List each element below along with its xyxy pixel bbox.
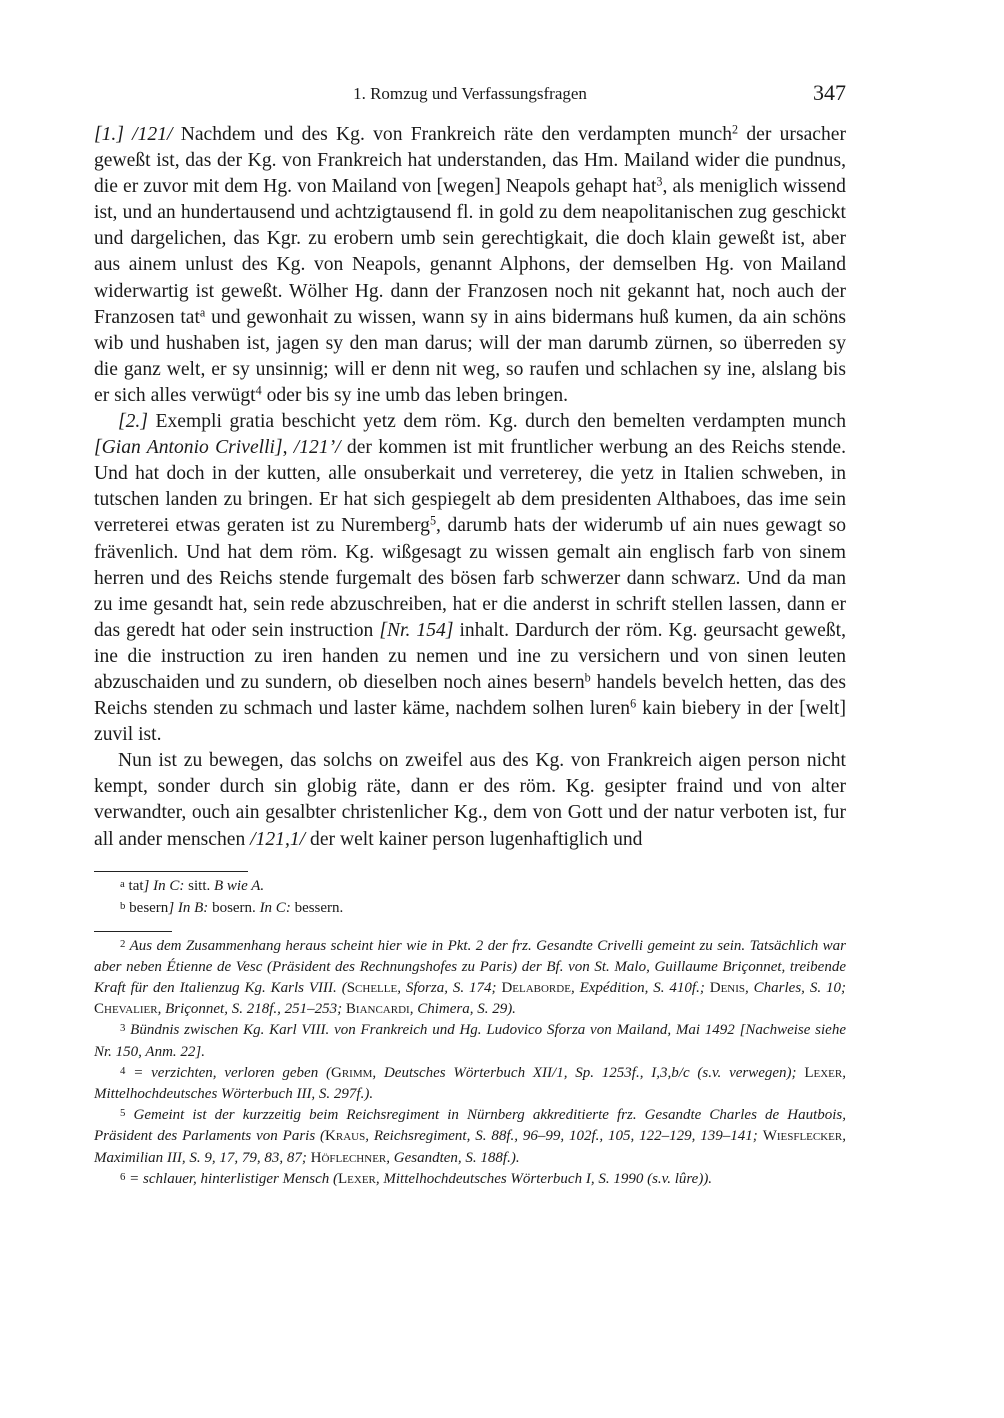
note-mark: a [120,877,125,890]
apparatus-ref: a [199,304,206,319]
text-run: inhalt. Dardurch der röm. Kg. geursacht geweßt, ine die instruction zu iren handen zu nemen und ine zu versichern und von sinen leuten abzuschaiden und zu sundern, ob dieselben noch aines besern [94,619,847,693]
author-name: Lexer [338,1170,376,1187]
footnote-ref: 5 [429,513,437,528]
author-name: Wiesflecker [762,1128,843,1145]
footnote-5: $^5$ Gemeint ist der kurzzeitig beim Reichsregiment in Nürnberg akkreditierte frz. Gesandte Charles de Hautbois, Präsident des Parlaments von Paris (Kraus, Reichsregiment, S. 88f., 96–99, 102f., 105, 122–129, 139–141; Wiesflecker, Maximilian III, S. 9, 17, 79, 83, 87; Höflechner, Gesandten, S. 188f.). [94,1107,846,1166]
footnote-6: $^6$ = schlauer, hinterlistiger Mensch (Lexer, Mittelhochdeutsches Wörterbuch I, S. 1990 (s.v. lûre)). [120,1170,713,1187]
text-run: der ursacher geweßt ist, das der Kg. von Frankreich hat understanden, das Hm. Mailand wider die pundnus, die er zuvor mit dem Hg. von Mailand von [wegen] Neapols gehapt hat [94,124,846,198]
text-run: Exempli gratia beschicht yetz dem röm. Kg. durch den bemelten verdampten munch [147,411,846,433]
footnote-ref: 3 [656,174,663,189]
text-run: handels bevelch hetten, das des Reichs stenden zu schmach und laster käme, nachdem solhen luren [94,671,846,720]
text-run: , [282,437,294,459]
author-name: Höflechner [310,1149,387,1166]
running-head: 1. Romzug und Verfassungsfragen [353,84,587,103]
note-mark: 5 [120,1107,126,1120]
apparatus-note-a: $^a$ tat] In C: sitt. B wie A. [120,877,265,894]
author-name: Lexer [804,1064,843,1081]
author-name: Schelle [346,980,398,997]
text-run: , darumb hats der widerumb uf ain nues gewagt so frävenlich. Und hat dem röm. Kg. wißgesagt zu wissen gemalt ain englisch farb von sinem herren und des Reichs stende furgemalt des bösen farb schwerzer dann schwarz. Und da man zu ime gesandt hat, sein rede abzuschreiben, hat er die anderst in schrift stellen lassen, dann er das geredt hat oder sein instruction [94,515,846,641]
author-name: Biancardi [345,1001,410,1018]
author-name: Kraus [325,1128,366,1145]
footnote-rule [94,931,172,932]
apparatus-rule [94,871,248,872]
folio-marker: /121’/ [293,437,341,459]
paragraph-1 [94,122,846,409]
footnote-ref: 4 [255,383,262,398]
text-run: oder bis sy ine umb das leben bringen. [261,384,569,406]
author-name: Denis [709,980,746,997]
footnotes [94,936,846,1190]
apparatus-note-b: $^b$ besern] In B: bosern. In C: bessern. [120,899,344,916]
text-run: der welt kainer person lugenhaftiglich und [305,828,643,850]
note-mark: 2 [120,937,126,950]
text-run: kain biebery in der [welt] zuvil ist. [94,698,846,746]
footnote-ref: 2 [732,122,739,137]
textual-apparatus [94,875,846,919]
editorial-insert: [Nr. 154] [379,619,454,641]
footnote-2: $^2$ Aus dem Zusammenhang heraus scheint hier wie in Pkt. 2 der frz. Gesandte Crivelli gemeint zu sein. Tatsächlich war aber neben Étienne de Vesc (Präsident des Rechnungshofes zu Paris) der Bf. von St. Malo, Guillaume Briçonnet, treibende Kraft für den Italienzug Kg. Karls VIII. (Schelle, Sforza, S. 174; Delaborde, Expédition, S. 410f.; Denis, Charles, S. 10; Chevalier, Briçonnet, S. 218f., 251–253; Biancardi, Chimera, S. 29). [94,937,846,1018]
footnote-3: $^3$ Bündnis zwischen Kg. Karl VIII. von Frankreich und Hg. Ludovico Sforza von Mailand, Mai 1492 [Nachweise siehe Nr. 150, Anm. 22]. [94,1022,846,1060]
text-run: der kommen ist mit fruntlicher werbung an des Reichs stende. Und hat doch in der kutten, alle onsuberkait und verreterey, die yetz in Italien schweben, in tutschen landen zu bringen. Er hat sich gespiegelt ab dem presidenten Althaboes, das ime sein verreterei etwas geraten ist zu Nuremberg [94,437,846,537]
author-name: Chevalier [94,1001,158,1018]
document-page [94,78,846,1190]
footnote-ref: 6 [630,696,637,711]
note-mark: 3 [120,1022,126,1035]
paragraph-3 [94,748,846,852]
main-text [94,122,846,853]
note-mark: b [120,899,126,912]
page-number: 347 [813,80,846,105]
folio-marker: /121,1/ [250,828,306,850]
section-marker: [1.] /121/ [94,124,173,145]
paragraph-2 [94,409,846,748]
text-run: , als meniglich wissend ist, und an hundertausend und achtzigtausend fl. in gold zu dem neapolitanischen zug geschickt und dargelichen, das Kgr. zu erobern umb sein gerechtigkait, die doch klain geweßt ist, aber aus ainem unlust des Kg. von Neapols, genannt Alphons, der demselben Hg. von Mailand widerwartig ist geweßt. Wölher Hg. dann der Franzosen noch nit gekannt hat, noch auch der Franzosen tat [94,176,846,328]
note-mark: 6 [120,1170,126,1183]
text-run: Nun ist zu bewegen, das solchs on zweifel aus des Kg. von Frankreich aigen person nicht kempt, sonder durch sin globig räte, dann er des röm. Kg. gesipter fraind und von alter verwandter, ouch ain gesalbter christenlicher Kg., dem von Gott und der natur verboten ist, fur all ander menschen [94,750,846,850]
author-name: Delaborde [501,980,571,997]
editorial-insert: [Gian Antonio Crivelli] [94,437,283,459]
note-mark: 4 [120,1064,126,1077]
text-run: und gewonhait zu wissen, wann sy in ains bidermans huß kumen, da ain schöns wib und hushaben ist, jagen sy den man darus; will der man darumb zürnen, so überreden sy die ganz welt, er sy unsinnig; will er denn nit weg, so raufen und schlachen sy ine, alslang bis er sich alles verwügt [94,306,846,406]
footnote-4: $^4$ = verzichten, verloren geben (Grimm, Deutsches Wörterbuch XII/1, Sp. 1253f., I,3,b/c (s.v. verwegen); Lexer, Mittelhochdeutsches Wörterbuch III, S. 297f.). [94,1064,846,1103]
author-name: Grimm [331,1064,373,1081]
section-marker: [2.] [118,411,148,433]
apparatus-ref: b [584,670,591,685]
text-run: Nachdem und des Kg. von Frankreich räte den verdampten munch [172,124,733,145]
page-header [94,78,846,108]
